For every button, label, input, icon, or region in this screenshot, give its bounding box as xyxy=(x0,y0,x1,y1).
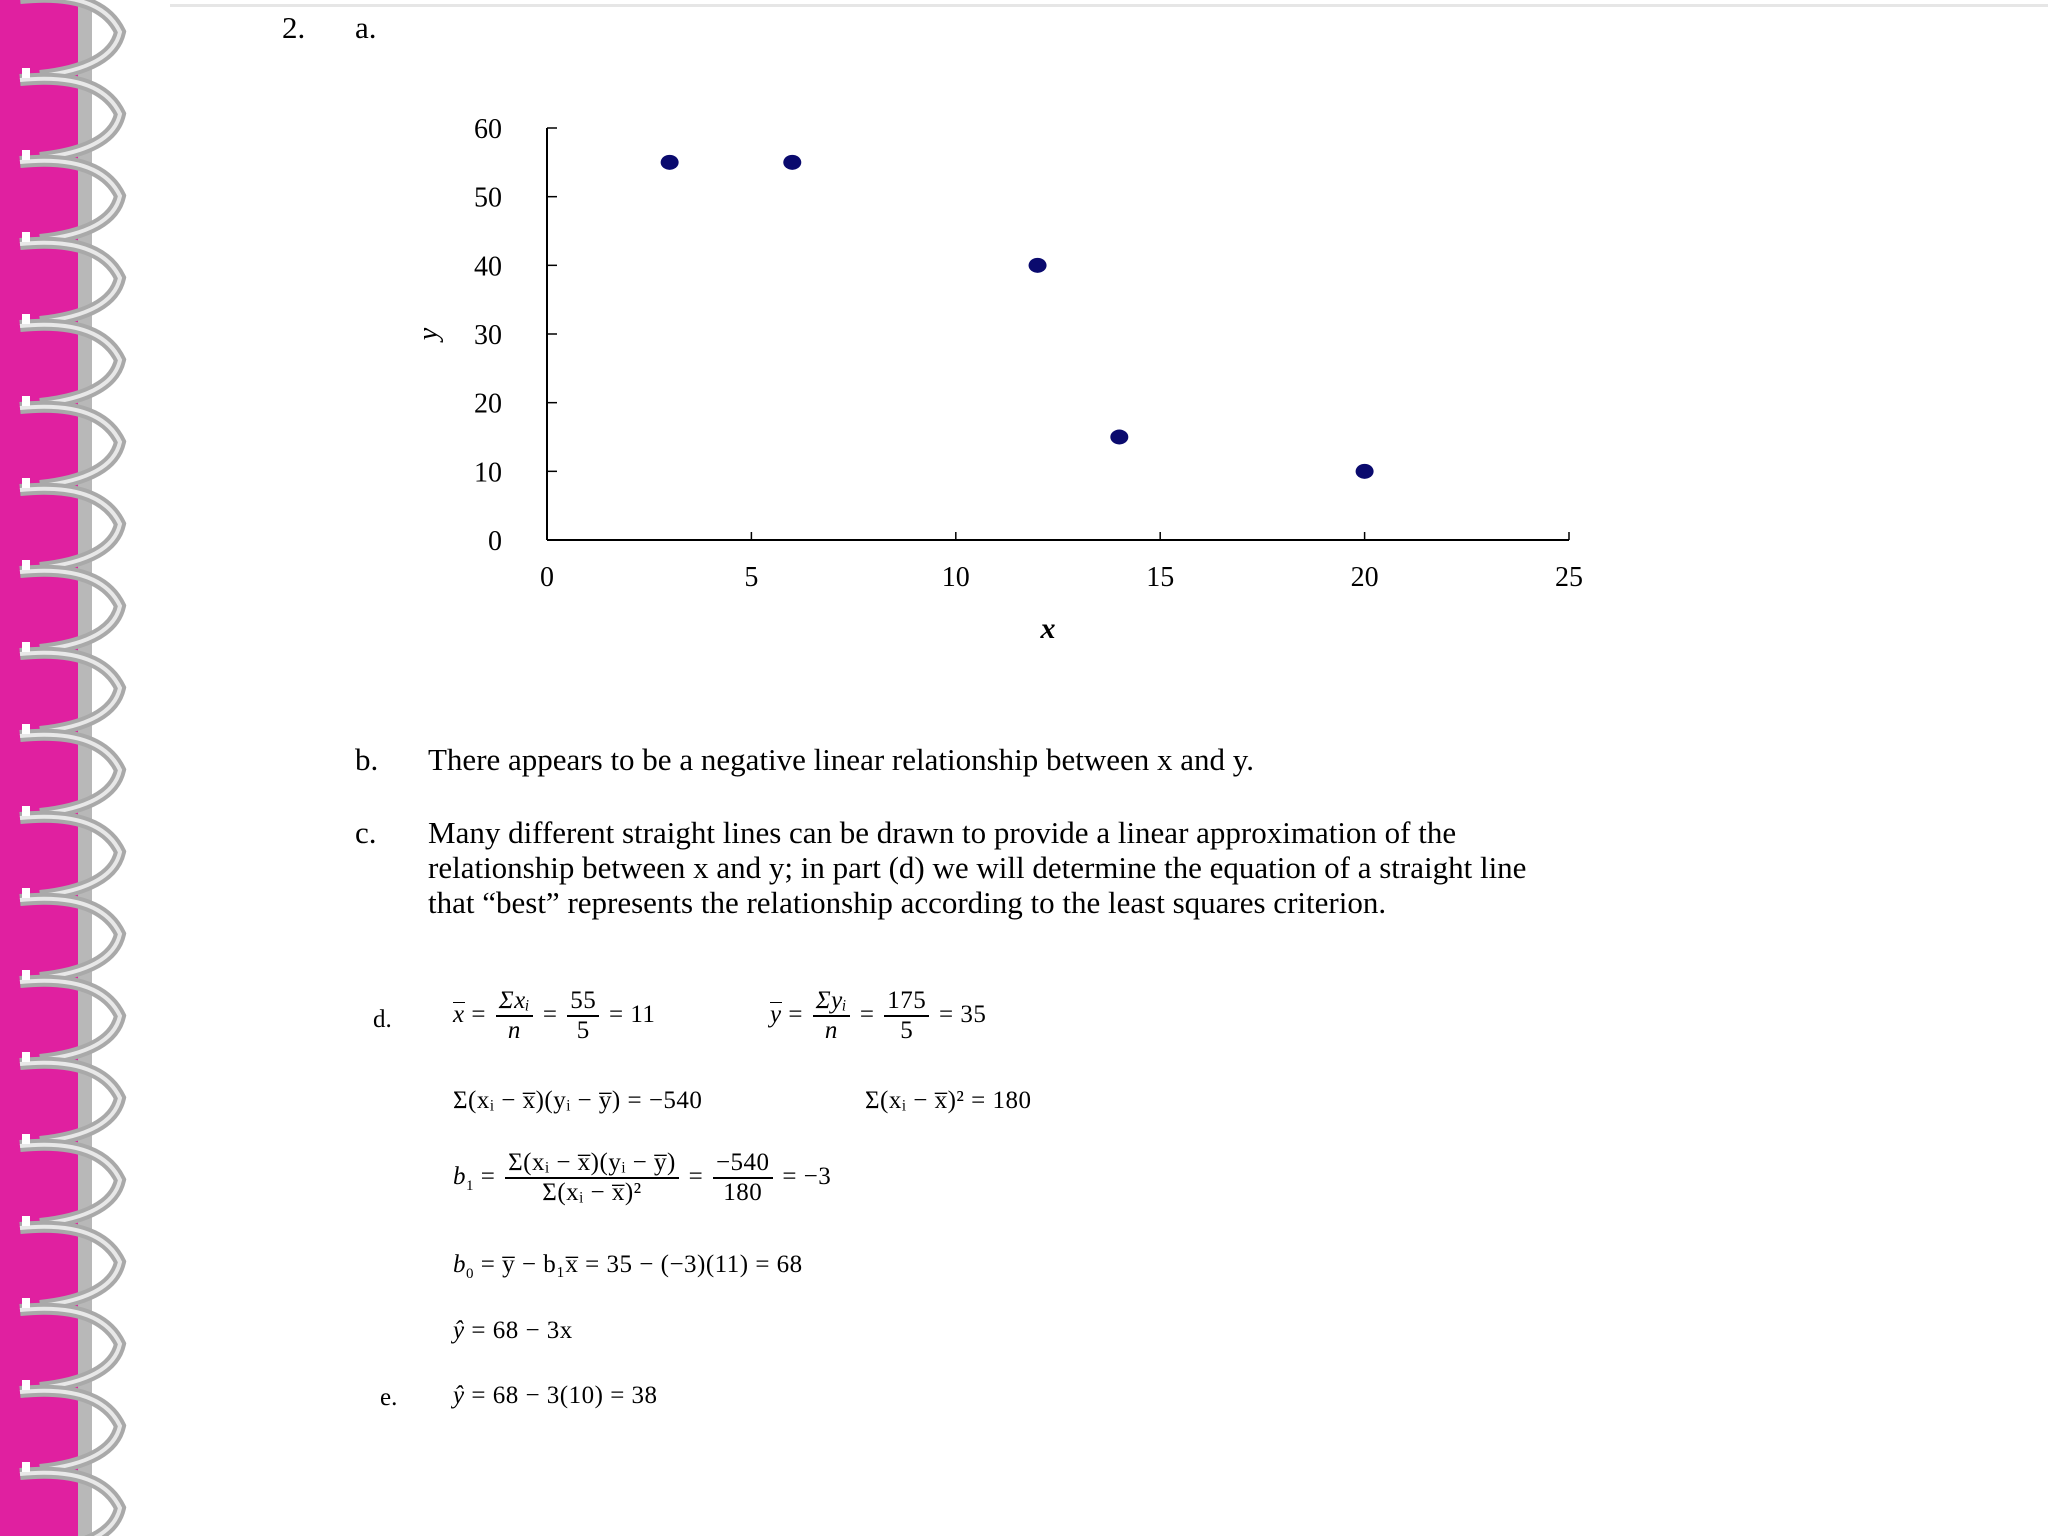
part-b-text: There appears to be a negative linear relationship between x and y. xyxy=(428,742,1255,777)
y-tick-label: 30 xyxy=(474,320,502,351)
part-c-line-1: Many different straight lines can be drawn to provide a linear approximation of the xyxy=(428,815,1457,850)
spiral-hole xyxy=(22,1380,30,1390)
part-b-label: b. xyxy=(355,742,379,777)
x-axis-label: x xyxy=(1040,612,1056,645)
b0-equation: $b_0$ = y̅ − b₁x̅ = 35 − (−3)(11) = 68 xyxy=(453,1251,803,1282)
xbar-value-numerator: 55 xyxy=(567,988,599,1017)
b1-denominator: Σ(xᵢ − x̅)² xyxy=(542,1179,642,1207)
spiral-hole xyxy=(22,560,30,570)
spiral-hole xyxy=(22,1298,30,1308)
x-tick-label: 20 xyxy=(1350,562,1379,593)
spiral-hole xyxy=(22,478,30,488)
spiral-hole xyxy=(22,642,30,652)
part-c-line-3: that “best” represents the relationship according to the least squares criterion. xyxy=(428,885,1387,920)
b1-result: −3 xyxy=(803,1162,832,1190)
ybar-sum-denominator: n xyxy=(824,1017,838,1045)
sxy-equation: Σ(xᵢ − x̅)(yᵢ − y̅) = −540 xyxy=(453,1087,703,1114)
scatter-point xyxy=(1356,464,1374,479)
spiral-hole xyxy=(22,1216,30,1226)
b1-value-numerator: −540 xyxy=(713,1150,773,1179)
b1-value-denominator: 180 xyxy=(723,1179,763,1207)
yhat-equation: ŷ = 68 − 3x xyxy=(453,1317,573,1344)
ybar-value-denominator: 5 xyxy=(900,1017,914,1045)
y-tick-label: 40 xyxy=(474,251,502,283)
spiral-hole xyxy=(22,68,30,78)
part-c-line-2: relationship between x and y; in part (d) we will determine the equation of a straight line xyxy=(428,850,1527,885)
scatter-point xyxy=(1029,258,1047,273)
x-tick-label: 5 xyxy=(744,562,759,593)
y-tick-label: 60 xyxy=(474,114,502,145)
x-tick-label: 25 xyxy=(1555,562,1583,593)
b1-numerator: Σ(xᵢ − x̅)(yᵢ − y̅) xyxy=(505,1150,679,1179)
ybar-sum-numerator: Σyᵢ xyxy=(813,988,850,1017)
b0-expression: = y̅ − b₁x̅ = 35 − (−3)(11) = 68 xyxy=(480,1251,803,1278)
scatter-point xyxy=(1110,430,1128,445)
spiral-hole xyxy=(22,1052,30,1062)
spiral-hole xyxy=(22,396,30,406)
ybar-result: 35 xyxy=(960,1000,987,1028)
spiral-hole xyxy=(22,314,30,324)
top-rule xyxy=(170,4,2048,7)
xbar-result: 11 xyxy=(630,1000,656,1028)
xbar-sum-numerator: Σxᵢ xyxy=(496,988,533,1017)
spiral-hole xyxy=(22,1134,30,1144)
x-tick-label: 10 xyxy=(941,562,970,593)
xbar-value-denominator: 5 xyxy=(576,1017,590,1045)
spiral-binding-decoration xyxy=(0,0,170,1536)
y-tick-label: 50 xyxy=(474,182,502,214)
spiral-hole xyxy=(22,232,30,242)
part-e-label: e. xyxy=(380,1384,398,1411)
part-d-label: d. xyxy=(373,1006,392,1033)
part-c-label: c. xyxy=(355,815,377,850)
xbar-sum-denominator: n xyxy=(507,1017,521,1045)
xbar-equation: x = $\frac{\text{Σxᵢ}}{n}$ = $\frac{55}{5}$ = 11 xyxy=(453,987,656,1045)
x-tick-label: 0 xyxy=(540,562,554,593)
spiral-hole xyxy=(22,150,30,160)
spiral-hole xyxy=(22,724,30,734)
y-tick-label: 0 xyxy=(488,526,502,557)
yhat-expression: = 68 − 3x xyxy=(471,1317,573,1344)
scatter-point xyxy=(661,155,679,170)
x-tick-label: 15 xyxy=(1146,562,1175,593)
b1-equation: $b_1$ = $\frac{\text{Σ(xᵢ − x̅)(yᵢ − y̅)}}{\text{Σ(xᵢ − x̅)²}}$ = $\frac{-540}{180}$ = −3 xyxy=(453,1149,832,1207)
spiral-hole xyxy=(22,970,30,980)
spiral-hole xyxy=(22,888,30,898)
part-e-expression: = 68 − 3(10) = 38 xyxy=(471,1382,658,1409)
sxx-equation: Σ(xᵢ − x̅)² = 180 xyxy=(865,1087,1032,1114)
spiral-hole xyxy=(22,806,30,816)
problem-number: 2. xyxy=(282,10,306,45)
scatter-chart xyxy=(390,100,1640,660)
ybar-equation: y = $\frac{\text{Σyᵢ}}{n}$ = $\frac{175}{5}$ = 35 xyxy=(770,987,987,1045)
y-tick-label: 10 xyxy=(474,457,502,489)
part-e-equation: ŷ = 68 − 3(10) = 38 xyxy=(453,1382,658,1409)
spiral-hole xyxy=(22,1462,30,1472)
scatter-point xyxy=(783,155,801,170)
ybar-value-numerator: 175 xyxy=(884,988,929,1017)
y-tick-label: 20 xyxy=(474,388,502,420)
y-axis-label: y xyxy=(413,327,444,341)
part-a-label: a. xyxy=(355,10,377,45)
